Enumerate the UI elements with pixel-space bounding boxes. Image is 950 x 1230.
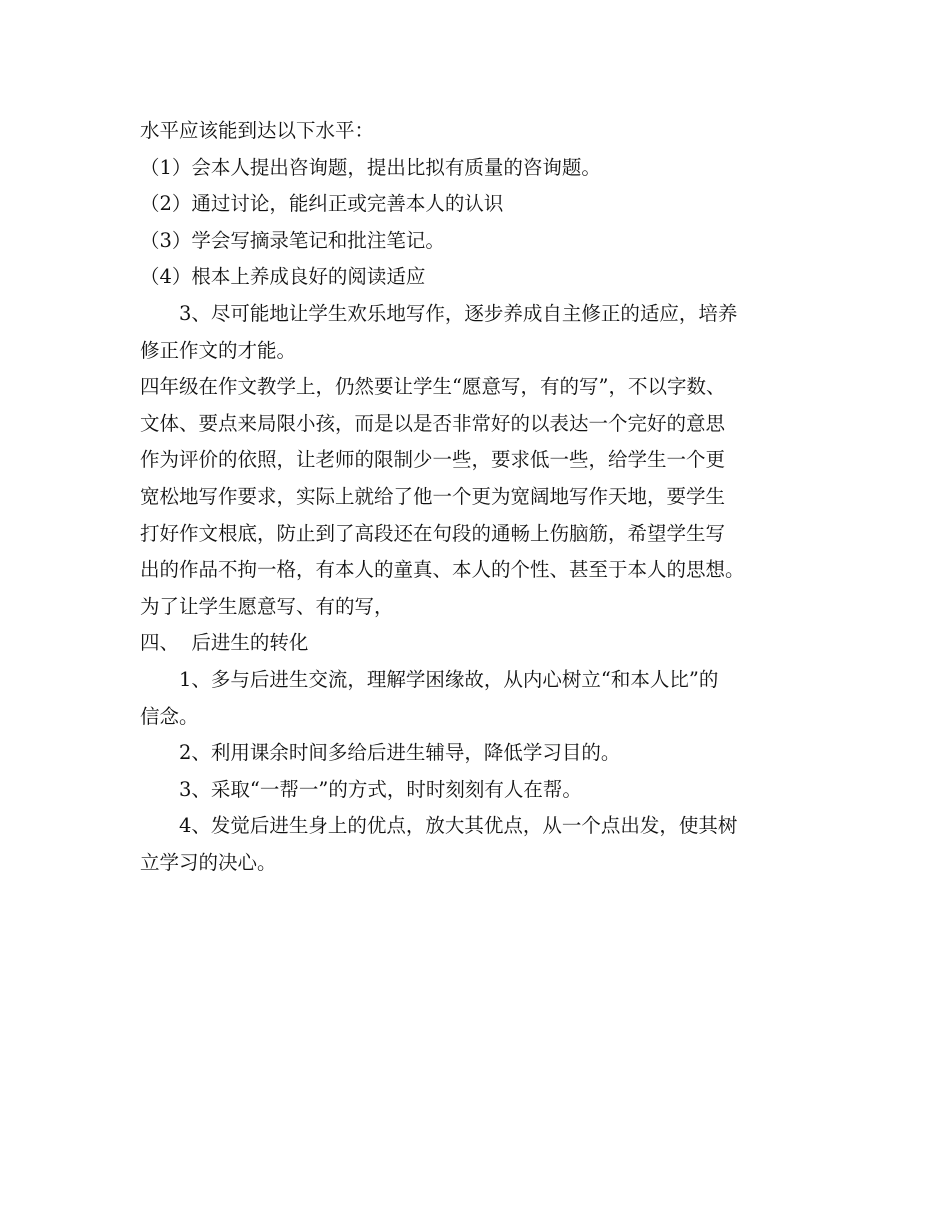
paragraph-line: 作为评价的依照，让老师的限制少一些，要求低一些，给学生一个更 [140,448,726,472]
paragraph-line: 修正作文的才能。 [140,338,297,362]
paragraph-line: 文体、要点来局限小孩，而是以是否非常好的以表达一个完好的意思 [140,411,726,435]
list-item-4: （4）根本上养成良好的阅读适应 [140,265,426,289]
paragraph-line: 2、利用课余时间多给后进生辅导，降低学习目的。 [179,741,621,765]
paragraph-line: 信念。 [140,704,199,728]
paragraph-line: 出的作品不拘一格，有本人的童真、本人的个性、甚至于本人的思想。 [140,558,745,582]
list-item-1: （1）会本人提出咨询题，提出比拟有质量的咨询题。 [140,155,601,179]
section-heading: 四、 后进生的转化 [140,631,309,655]
list-item-3: （3）学会写摘录笔记和批注笔记。 [140,228,445,252]
list-item-2: （2）通过讨论，能纠正或完善本人的认识 [140,192,504,216]
paragraph-line: 四年级在作文教学上，仍然要让学生“愿意写，有的写”，不以字数、 [140,375,726,399]
paragraph-line: 3、尽可能地让学生欢乐地写作，逐步养成自主修正的适应，培养 [179,301,738,325]
paragraph-line: 打好作文根底，防止到了高段还在句段的通畅上伤脑筋，希望学生写 [140,521,726,545]
paragraph-line: 立学习的决心。 [140,850,277,874]
paragraph-line: 宽松地写作要求，实际上就给了他一个更为宽阔地写作天地，要学生 [140,484,726,508]
paragraph-line: 水平应该能到达以下水平： [140,119,375,142]
paragraph-line: 4、发觉后进生身上的优点，放大其优点，从一个点出发，使其树 [179,814,738,838]
paragraph-line: 1、多与后进生交流，理解学困缘故，从内心树立“和本人比”的 [179,667,719,691]
document-body [140,113,830,881]
paragraph-line: 3、采取“一帮一”的方式，时时刻刻有人在帮。 [179,777,582,801]
paragraph-line: 为了让学生愿意写、有的写， [140,594,394,618]
